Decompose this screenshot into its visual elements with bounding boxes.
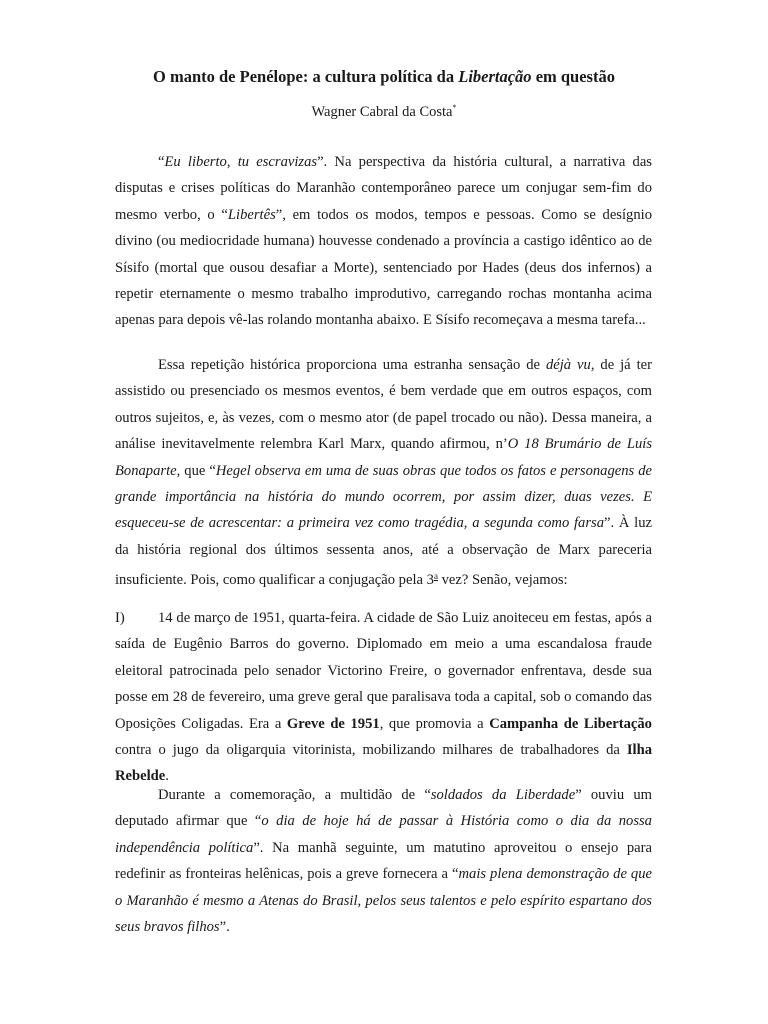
text-run: ”. Na manhã seguinte, um matutino aproveitou o ensejo para redefinir as fronteiras helênicas, pois a greve fornecera a “ — [115, 839, 652, 883]
author-name: Wagner Cabral da Costa — [311, 104, 453, 120]
bold-term: Ilha Rebelde — [115, 742, 652, 785]
text-run: ”. Na perspectiva da história cultural, a narrativa das disputas e crises políticas do Maranhão contemporâneo parece um conjugar sem-fim do mesmo verbo, o “ — [115, 154, 652, 223]
paragraph-deja-vu — [115, 352, 652, 594]
title-text-end: em questão — [531, 67, 615, 86]
text-run: . — [165, 768, 169, 785]
text-run: ”. — [219, 919, 230, 936]
title-text: O manto de Penélope: a cultura política da — [153, 67, 459, 86]
bold-term: Greve de 1951 — [286, 715, 380, 732]
paragraph-celebration — [115, 782, 652, 940]
bold-term: Campanha de Libertação — [489, 715, 652, 732]
text-run: “ — [158, 154, 165, 170]
italic-quote: Eu liberto, tu escravizas — [164, 154, 318, 170]
italic-term: déjà vu — [545, 357, 591, 373]
italic-book-title: O 18 Brumário de Luís Bonaparte — [115, 436, 653, 479]
text-run: , de já ter assistido ou presenciado os mesmos eventos, é bem verdade que em outros espaços, com outros sujeitos, e, às vezes, com o mesmo ator (de papel trocado ou não). Dessa maneira, a análise inevitavelmente relembra Karl Marx, quando afirmou, n’ — [115, 357, 652, 453]
text-run: vez? Senão, vejamos: — [437, 572, 568, 589]
text-run: , que promovia a — [379, 715, 490, 732]
page-title — [0, 66, 768, 88]
italic-term: Libertês — [227, 206, 276, 223]
text-run: ” ouviu um deputado afirmar que “ — [115, 787, 652, 830]
italic-quote: Hegel observa em uma de suas obras que todos os fatos e personagens de grande importância na história do mundo ocorrem, por assim dizer, duas vezes. E esqueceu-se de acrescentar: a primeira vez como tragédia, a segunda como farsa — [115, 462, 652, 532]
author-footnote-mark: * — [452, 103, 457, 112]
text-run: ”. À luz da história regional dos últimos sessenta anos, até a observação de Marx pareceria insuficiente. Pois, como qualificar a conjugação pela 3 — [115, 515, 653, 589]
text-run: , que “ — [176, 462, 216, 479]
text-run: Durante a comemoração, a multidão de “ — [158, 787, 431, 803]
title-italic: Libertação — [458, 67, 532, 86]
paragraph-intro — [115, 149, 652, 334]
paragraph-section-i — [115, 605, 652, 790]
italic-quote: soldados da Liberdade — [430, 787, 576, 803]
text-run: 14 de março de 1951, quarta-feira. A cidade de São Luiz anoiteceu em festas, após a saída de Eugênio Barros do governo. Diplomado em meio a uma escandalosa fraude eleitoral patrocinada pelo senador Victorino Freire, o governador enfrentava, desde sua posse em 28 de fevereiro, uma greve geral que paralisava toda a capital, sob o comando das Oposições Coligadas. Era a — [115, 610, 652, 732]
text-run: Essa repetição histórica proporciona uma estranha sensação de — [158, 357, 546, 373]
ordinal-indicator: a — [433, 571, 438, 582]
italic-quote: mais plena demonstração de que o Maranhão é mesmo a Atenas do Brasil, pelos seus talentos e pelo espírito espartano dos seus bravos filhos — [115, 866, 652, 936]
italic-quote: o dia de hoje há de passar à História como o dia da nossa independência política — [115, 813, 652, 856]
section-marker: I) — [115, 610, 125, 626]
text-run: ”, em todos os modos, tempos e pessoas. Como se desígnio divino (ou mediocridade humana) houvesse condenado a província a castigo idêntico ao de Sísifo (mortal que ousou desafiar a Morte), sentenciado por Hades (deus dos infernos) a repetir eternamente o mesmo trabalho improdutivo, carregando rochas montanha acima apenas para depois vê-las rolando montanha abaixo. E Sísifo recomeçava a mesma tarefa... — [115, 206, 652, 329]
author-line — [0, 98, 768, 122]
text-run: contra o jugo da oligarquia vitorinista, mobilizando milhares de trabalhadores da — [115, 742, 627, 759]
